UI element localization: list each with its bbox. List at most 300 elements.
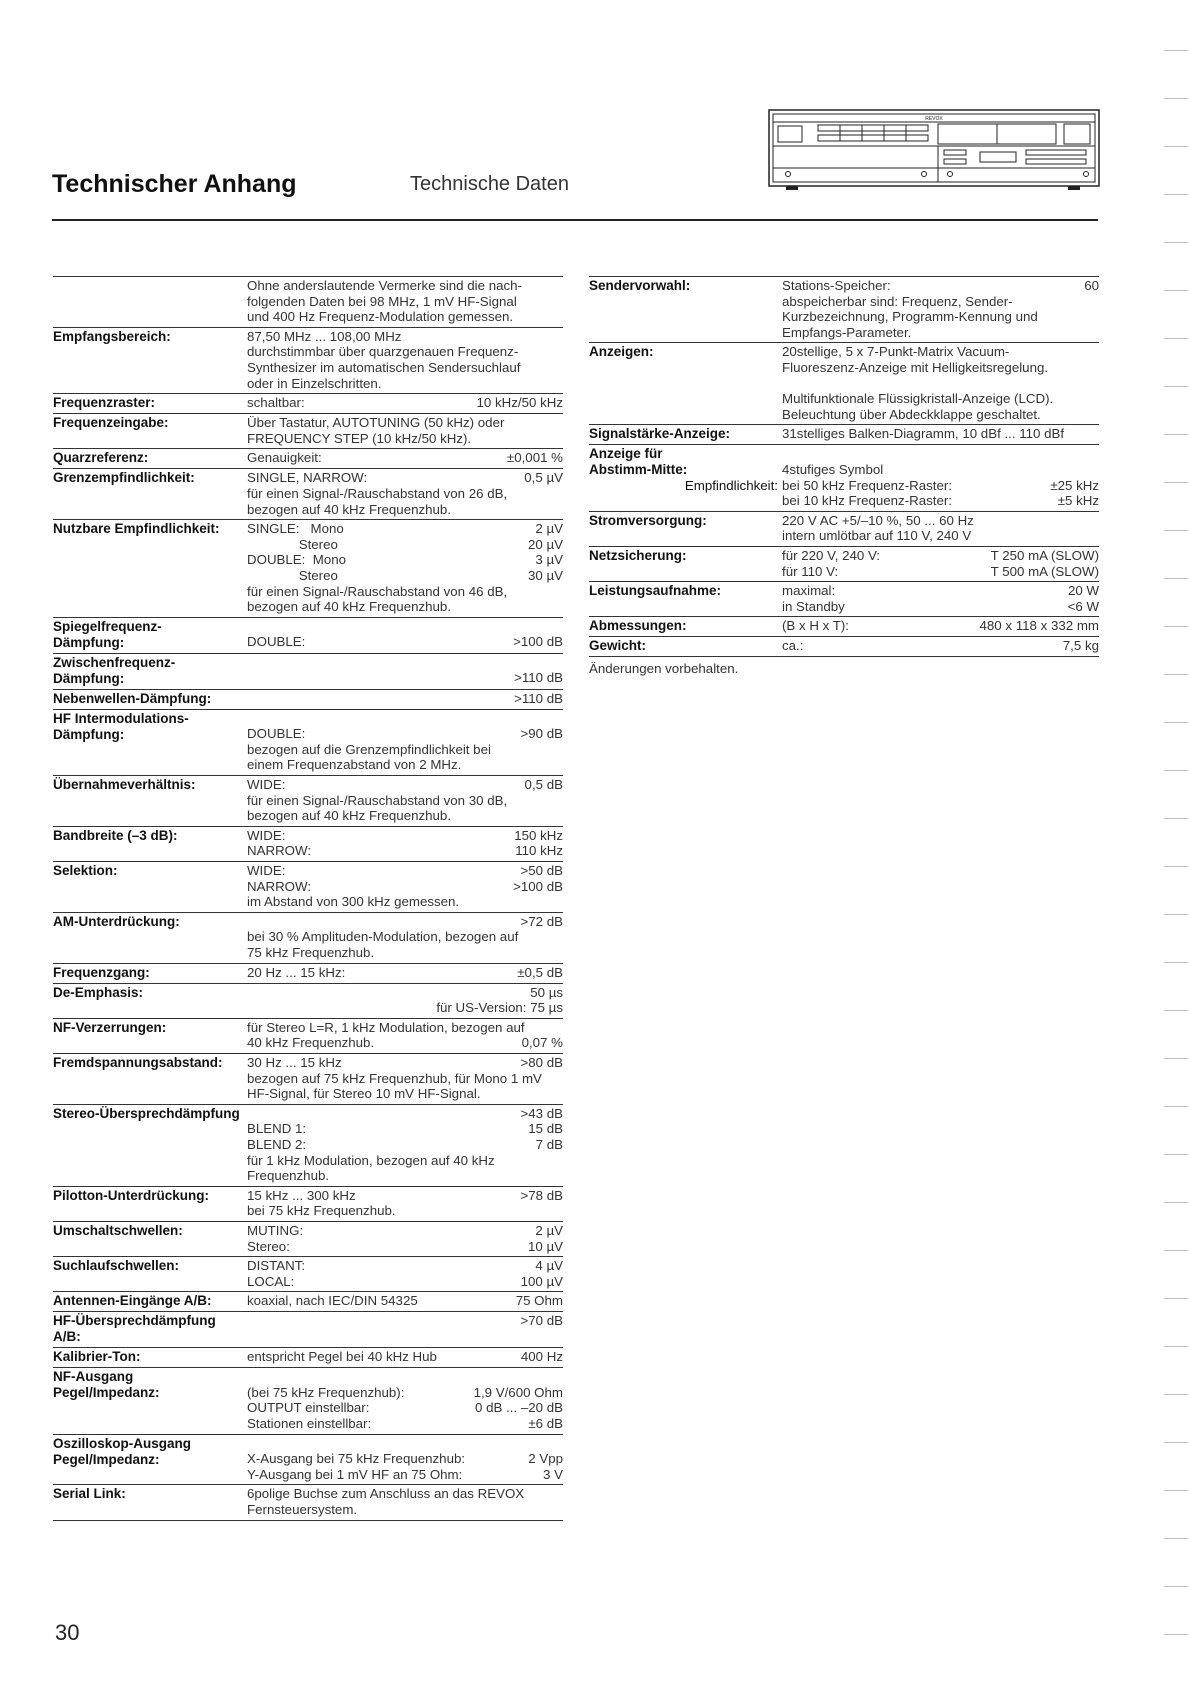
spec-value-text (782, 446, 786, 462)
spec-value-number: >50 dB (520, 863, 563, 879)
spec-value-text (247, 1106, 251, 1122)
spec-value-line (247, 470, 563, 486)
margin-tick (1164, 914, 1188, 915)
spec-value-line (247, 1137, 563, 1153)
spec-row (53, 775, 563, 826)
spec-value-text: Kurzbezeichnung, Programm-Kennung und (782, 309, 1038, 325)
spec-value (247, 395, 563, 411)
spec-value (782, 344, 1099, 422)
spec-value-line (782, 344, 1099, 360)
spec-value-line (247, 1203, 563, 1219)
spec-value-line (247, 1313, 563, 1329)
device-front-panel-illustration (768, 108, 1100, 190)
spec-value-text (247, 711, 251, 727)
spec-value (247, 619, 563, 651)
spec-value-line (247, 486, 563, 502)
spec-value (247, 329, 563, 391)
spec-value (247, 711, 563, 773)
spec-row (53, 519, 563, 617)
margin-tick (1164, 98, 1188, 99)
spec-value (247, 1486, 563, 1517)
spec-label: Quarzreferenz: (53, 450, 149, 466)
changes-note: Änderungen vorbehalten. (589, 661, 739, 677)
spec-value-text: SINGLE, NARROW: (247, 470, 368, 486)
spec-value-line (247, 1486, 563, 1502)
spec-value-text (247, 1313, 251, 1329)
spec-row (53, 1018, 563, 1053)
spec-value-line (782, 638, 1099, 654)
spec-value (782, 426, 1099, 442)
spec-row (589, 276, 1099, 342)
spec-value-text: bei 10 kHz Frequenz-Raster: (782, 493, 952, 509)
spec-value-line (247, 1121, 563, 1137)
spec-value-text: Empfangs-Parameter. (782, 324, 912, 340)
spec-value-line (782, 548, 1099, 564)
spec-value-line (247, 1385, 563, 1401)
spec-value (247, 1436, 563, 1483)
spec-value-text: 30 Hz ... 15 kHz (247, 1054, 342, 1070)
left-spec-column (53, 276, 563, 1521)
spec-value-line (782, 564, 1099, 580)
spec-value-line (247, 863, 563, 879)
spec-value-number: 2 µV (535, 1222, 563, 1238)
spec-value-number: T 250 mA (SLOW) (990, 547, 1099, 563)
spec-value (247, 1188, 563, 1219)
spec-value-text: bezogen auf 40 kHz Frequenzhub. (247, 599, 452, 615)
spec-value-line (247, 914, 563, 930)
spec-label: Signalstärke-Anzeige: (589, 426, 731, 442)
margin-tick (1164, 290, 1188, 291)
spec-value (247, 1313, 563, 1345)
spec-value-line (782, 294, 1099, 310)
spec-label: Oszilloskop-Ausgang Pegel/Impedanz: (53, 1435, 192, 1467)
spec-value-number: 0,07 % (521, 1035, 563, 1051)
spec-value-number: >100 dB (513, 634, 563, 650)
spec-value (247, 914, 563, 961)
spec-label (53, 278, 247, 325)
spec-value-line (247, 395, 563, 411)
spec-value-text: (bei 75 kHz Frequenzhub): (247, 1384, 405, 1400)
spec-value (247, 691, 563, 707)
spec-value-line (247, 945, 563, 961)
spec-label: Anzeige für Abstimm-Mitte: Empfindlichkeit: (589, 446, 778, 494)
spec-value (782, 548, 1099, 579)
margin-tick (1164, 50, 1188, 51)
spec-label: Selektion: (53, 863, 118, 879)
spec-row (53, 1367, 563, 1433)
spec-value-line (247, 691, 563, 707)
spec-row (53, 276, 563, 327)
spec-label: Gewicht: (589, 638, 647, 654)
spec-value-number: >110 dB (514, 690, 563, 706)
spec-value-line (247, 1258, 563, 1274)
spec-row (589, 546, 1099, 581)
page-subtitle: Technische Daten (410, 173, 569, 195)
spec-row (53, 393, 563, 413)
spec-value-text: ca.: (782, 638, 804, 654)
spec-value-text: Fluoreszenz-Anzeige mit Helligkeitsregelung. (782, 359, 1049, 375)
margin-tick (1164, 626, 1188, 627)
spec-label: Stereo-Übersprechdämpfung (53, 1105, 240, 1121)
spec-value-number: 480 x 118 x 332 mm (979, 618, 1099, 634)
spec-label: Frequenzraster: (53, 395, 156, 411)
spec-row (53, 327, 563, 393)
spec-value-text: 6polige Buchse zum Anschluss an das REVOX (247, 1486, 525, 1502)
spec-value-line (782, 446, 1099, 462)
spec-value-text: Synthesizer im automatischen Sendersuchlauf (247, 359, 521, 375)
spec-label: Antennen-Eingänge A/B: (53, 1293, 212, 1309)
spec-value-text: OUTPUT einstellbar: (247, 1400, 370, 1416)
spec-row (53, 1053, 563, 1104)
spec-label: Spiegelfrequenz- Dämpfung: (53, 618, 162, 650)
spec-value (247, 278, 563, 325)
spec-value-line (782, 391, 1099, 407)
spec-value-text (247, 619, 251, 635)
spec-value-line (247, 894, 563, 910)
spec-value-text (247, 1369, 251, 1385)
spec-value (247, 828, 563, 859)
spec-value-text: Ohne anderslautende Vermerke sind die nach- (247, 278, 522, 293)
spec-value-line (247, 985, 563, 1001)
spec-value-number: <6 W (1067, 598, 1099, 614)
spec-value-line (247, 670, 563, 686)
spec-value-number: 3 µV (535, 552, 563, 568)
spec-value-number: 1,9 V/600 Ohm (473, 1384, 563, 1400)
spec-row (53, 1484, 563, 1519)
spec-value-line (247, 552, 563, 568)
spec-value-text: Stationen einstellbar: (247, 1416, 372, 1432)
margin-tick (1164, 386, 1188, 387)
spec-value-number: 0,5 µV (524, 470, 563, 486)
margin-tick (1164, 1394, 1188, 1395)
spec-value-line (247, 1436, 563, 1452)
spec-value-text: für 110 V: (782, 563, 839, 579)
spec-value-line (247, 376, 563, 392)
spec-sublabel: Empfindlichkeit: (684, 478, 778, 494)
spec-value-line (247, 431, 563, 447)
spec-value-text: entspricht Pegel bei 40 kHz Hub (247, 1349, 437, 1365)
spec-value-number: für US-Version: 75 µs (436, 1000, 563, 1016)
spec-value-line (247, 1000, 563, 1016)
spec-value-number: 150 kHz (514, 827, 563, 843)
spec-row (53, 413, 563, 448)
spec-value-text: im Abstand von 300 kHz gemessen. (247, 894, 460, 910)
spec-value-line (782, 309, 1099, 325)
margin-tick (1164, 578, 1188, 579)
spec-value-text: DOUBLE: (247, 634, 306, 650)
spec-value (247, 450, 563, 466)
spec-value-line (247, 309, 563, 325)
spec-value-line (782, 426, 1099, 442)
spec-value (247, 1293, 563, 1309)
spec-value-text: bei 75 kHz Frequenzhub. (247, 1203, 396, 1219)
spec-row (589, 342, 1099, 424)
spec-value (247, 1106, 563, 1184)
spec-value-text: 4stufiges Symbol (782, 461, 884, 477)
spec-value-line (247, 1071, 563, 1087)
margin-tick (1164, 1154, 1188, 1155)
spec-value-line (247, 1086, 563, 1102)
spec-value-line (247, 1502, 563, 1518)
spec-value-text: bezogen auf 40 kHz Frequenzhub. (247, 501, 452, 517)
spec-value-text: für einen Signal-/Rauschabstand von 26 dB, (247, 485, 508, 501)
spec-value-text: Y-Ausgang bei 1 mV HF an 75 Ohm: (247, 1466, 463, 1482)
spec-label: Kalibrier-Ton: (53, 1349, 141, 1365)
spec-label: Netzsicherung: (589, 547, 687, 563)
spec-value-line (247, 1274, 563, 1290)
spec-value-line (247, 599, 563, 615)
spec-value-text (247, 985, 251, 1001)
spec-value-text: bezogen auf 75 kHz Frequenzhub, für Mono 1 mV (247, 1070, 542, 1086)
spec-value-text: X-Ausgang bei 75 kHz Frequenzhub: (247, 1451, 466, 1467)
spec-value-line (247, 619, 563, 635)
spec-value-line (247, 742, 563, 758)
spec-value (247, 1223, 563, 1254)
margin-tick (1164, 482, 1188, 483)
spec-value-line (782, 528, 1099, 544)
spec-value (247, 985, 563, 1016)
spec-value-text: NARROW: (247, 843, 312, 859)
spec-value-text: 20stellige, 5 x 7-Punkt-Matrix Vacuum- (782, 344, 1010, 360)
spec-row (589, 444, 1099, 510)
spec-value-line (247, 1349, 563, 1365)
margin-tick (1164, 1346, 1188, 1347)
margin-tick (1164, 962, 1188, 963)
spec-value-text: DOUBLE: Mono (247, 552, 347, 568)
spec-value-line (247, 634, 563, 650)
spec-row (53, 653, 563, 689)
margin-tick (1164, 1490, 1188, 1491)
spec-value-line (247, 711, 563, 727)
spec-value-text: FREQUENCY STEP (10 kHz/50 kHz). (247, 430, 472, 446)
spec-value-line (247, 726, 563, 742)
spec-value-line (782, 583, 1099, 599)
spec-value-number: 2 Vpp (528, 1451, 563, 1467)
spec-label: AM-Unterdrückung: (53, 913, 180, 929)
spec-value-line (782, 462, 1099, 478)
spec-value-line (247, 757, 563, 773)
spec-label: HF-Übersprechdämpfung A/B: (53, 1313, 216, 1345)
spec-value-text: Frequenzhub. (247, 1168, 330, 1184)
spec-value-line (247, 1188, 563, 1204)
spec-row (589, 581, 1099, 616)
spec-row (53, 861, 563, 912)
margin-tick (1164, 1058, 1188, 1059)
margin-tick (1164, 1538, 1188, 1539)
spec-value-text: bei 50 kHz Frequenz-Raster: (782, 477, 952, 493)
spec-value (782, 583, 1099, 614)
margin-tick (1164, 722, 1188, 723)
spec-value-number: 10 µV (527, 1238, 563, 1254)
spec-value-text: bei 30 % Amplituden-Modulation, bezogen auf (247, 929, 519, 945)
spec-value-line (247, 879, 563, 895)
spec-value (782, 513, 1099, 544)
spec-value-text (247, 655, 251, 671)
spec-value-text (782, 376, 786, 392)
spec-value-line (247, 808, 563, 824)
spec-value-text: HF-Signal, für Stereo 10 mV HF-Signal. (247, 1086, 481, 1102)
spec-label: Frequenzgang: (53, 964, 150, 980)
spec-value-text: 15 kHz ... 300 kHz (247, 1187, 356, 1203)
spec-value-line (782, 360, 1099, 376)
spec-value-number: >78 dB (520, 1187, 563, 1203)
spec-value-number: 2 µV (535, 521, 563, 537)
spec-value-text: und 400 Hz Frequenz-Modulation gemessen. (247, 309, 514, 325)
margin-tick (1164, 146, 1188, 147)
spec-value-line (247, 450, 563, 466)
spec-label: Suchlaufschwellen: (53, 1258, 180, 1274)
margin-tick (1164, 194, 1188, 195)
spec-value-text: WIDE: (247, 827, 286, 843)
spec-value-line (247, 965, 563, 981)
margin-tick (1164, 674, 1188, 675)
spec-row (53, 617, 563, 653)
spec-value-text: abspeicherbar sind: Frequenz, Sender- (782, 293, 1013, 309)
spec-value-line (247, 294, 563, 310)
spec-value-text: für 1 kHz Modulation, bezogen auf 40 kHz (247, 1152, 495, 1168)
spec-value-number: >72 dB (520, 913, 563, 929)
column-end-rule (53, 1520, 563, 1521)
spec-label: Fremdspannungsabstand: (53, 1054, 223, 1070)
spec-value-text: Über Tastatur, AUTOTUNING (50 kHz) oder (247, 415, 505, 431)
spec-value-number: 100 µV (520, 1273, 563, 1289)
margin-tick (1164, 1298, 1188, 1299)
spec-value-text: 220 V AC +5/–10 %, 50 ... 60 Hz (782, 512, 974, 528)
spec-value-line (247, 1416, 563, 1432)
spec-row (53, 983, 563, 1018)
spec-value-text: durchstimmbar über quarzgenauen Frequenz- (247, 344, 519, 360)
margin-tick (1164, 1586, 1188, 1587)
spec-value-text: 75 kHz Frequenzhub. (247, 945, 375, 960)
spec-value-text: bezogen auf die Grenzempfindlichkeit bei (247, 741, 491, 757)
page-number: 30 (55, 1620, 80, 1645)
spec-value-line (247, 1153, 563, 1169)
header-rule (52, 219, 1098, 221)
spec-value-line (247, 584, 563, 600)
spec-value-number: ±0,001 % (506, 450, 563, 466)
spec-value-text: DOUBLE: (247, 726, 306, 742)
spec-value-line (247, 415, 563, 431)
spec-row (53, 1291, 563, 1311)
spec-value-number: 400 Hz (520, 1349, 563, 1365)
spec-value-number: 20 W (1067, 583, 1099, 599)
spec-value-number: 7,5 kg (1062, 638, 1099, 654)
spec-value-number: 0,5 dB (524, 777, 563, 793)
spec-value-text: für einen Signal-/Rauschabstand von 46 dB, (247, 583, 508, 599)
spec-row (589, 511, 1099, 546)
spec-value-text: Stereo (247, 567, 338, 583)
spec-value-line (247, 929, 563, 945)
margin-tick (1164, 1250, 1188, 1251)
spec-row (589, 616, 1099, 636)
spec-value-line (247, 793, 563, 809)
spec-row (53, 1104, 563, 1186)
spec-label: Leistungsaufnahme: (589, 583, 722, 599)
margin-tick (1164, 1106, 1188, 1107)
spec-value-line (782, 278, 1099, 294)
spec-row (53, 1311, 563, 1347)
spec-value-number: T 500 mA (SLOW) (990, 563, 1099, 579)
spec-value-text: Stereo (247, 536, 338, 552)
spec-value-number: >110 dB (514, 670, 563, 686)
spec-value-number: 4 µV (535, 1258, 563, 1274)
spec-label: Bandbreite (–3 dB): (53, 827, 178, 843)
spec-value-text: 40 kHz Frequenzhub. (247, 1035, 375, 1051)
spec-value-line (247, 344, 563, 360)
spec-value-line (247, 278, 563, 294)
spec-row (589, 424, 1099, 444)
spec-value-line (247, 1035, 563, 1051)
spec-row (589, 636, 1099, 656)
column-end-rule (589, 656, 1099, 657)
margin-tick (1164, 1634, 1188, 1635)
spec-row (53, 468, 563, 519)
spec-label: NF-Verzerrungen: (53, 1019, 167, 1035)
spec-label: Stromversorgung: (589, 512, 707, 528)
spec-value-text (247, 914, 251, 930)
right-spec-column (589, 276, 1099, 676)
spec-value (247, 655, 563, 687)
spec-value-number: 3 V (543, 1466, 563, 1482)
spec-value-line (247, 1106, 563, 1122)
spec-value-line (247, 568, 563, 584)
spec-label: Übernahmeverhältnis: (53, 777, 196, 793)
spec-value-text: Genauigkeit: (247, 450, 322, 466)
spec-label: Serial Link: (53, 1486, 126, 1502)
spec-value-number: 75 Ohm (515, 1293, 563, 1309)
spec-row (53, 912, 563, 963)
spec-value (782, 446, 1099, 508)
spec-label: Zwischenfrequenz- Dämpfung: (53, 654, 176, 686)
spec-label: Sendervorwahl: (589, 278, 691, 293)
spec-value (247, 1349, 563, 1365)
spec-label: Frequenzeingabe: (53, 415, 169, 431)
spec-value-text: Multifunktionale Flüssigkristall-Anzeige (LCD). (782, 391, 1054, 407)
spec-value-number: 20 µV (527, 536, 563, 552)
margin-tick (1164, 866, 1188, 867)
spec-value-text: in Standby (782, 598, 845, 614)
spec-value-number: 30 µV (527, 567, 563, 583)
spec-value-line (247, 1020, 563, 1036)
spec-value-line (782, 376, 1099, 392)
spec-value-text: für einen Signal-/Rauschabstand von 30 dB, (247, 792, 508, 808)
spec-value-number: 50 µs (530, 984, 563, 1000)
spec-value-line (782, 407, 1099, 423)
spec-value-line (247, 521, 563, 537)
spec-row (53, 709, 563, 775)
spec-value-text: für Stereo L=R, 1 kHz Modulation, bezogen auf (247, 1019, 525, 1035)
spec-value (782, 638, 1099, 654)
spec-value-number: 10 kHz/50 kHz (476, 395, 563, 411)
spec-value-number: >43 dB (520, 1105, 563, 1121)
spec-value-number: 0 dB ... –20 dB (475, 1400, 563, 1416)
margin-tick (1164, 530, 1188, 531)
spec-value-text: folgenden Daten bei 98 MHz, 1 mV HF-Signal (247, 293, 517, 309)
spec-value-text: MUTING: (247, 1222, 304, 1238)
spec-value-text: maximal: (782, 583, 836, 599)
spec-value-text: für 220 V, 240 V: (782, 547, 881, 563)
spec-value-number: 60 (1084, 278, 1099, 293)
spec-value-line (247, 360, 563, 376)
spec-value-text: BLEND 2: (247, 1136, 307, 1152)
spec-label: Nutzbare Empfindlichkeit: (53, 521, 220, 537)
spec-value-text (247, 670, 251, 686)
page-title: Technischer Anhang (52, 170, 297, 198)
spec-row (53, 826, 563, 861)
margin-tick (1164, 1442, 1188, 1443)
spec-value-text: (B x H x T): (782, 618, 849, 634)
spec-value-line (247, 655, 563, 671)
